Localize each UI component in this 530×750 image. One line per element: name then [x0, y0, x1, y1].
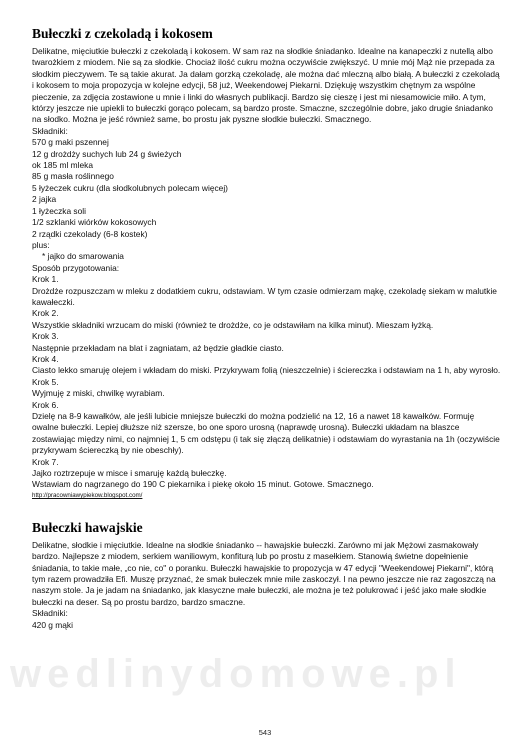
ingredient-item: 420 g mąki: [32, 619, 73, 630]
step-text: Jajko roztrzepuje w misce i smaruję każdą bułeczkę.: [32, 468, 227, 479]
method-label: Sposób przygotowania:: [32, 262, 120, 273]
watermark: wedlinydomowe.pl: [10, 652, 462, 696]
step-text: Drożdże rozpuszczam w mleku z dodatkiem cukru, odstawiam. W tym czasie odmierzam mąkę, czekoladę siekam w malutkie kawałeczki.: [32, 285, 497, 307]
ingredient-item: 12 g drożdży suchych lub 24 g świeżych: [32, 148, 182, 159]
ingredient-item: 2 jajka: [32, 194, 57, 205]
page-number: 543: [258, 728, 272, 737]
recipe-intro: Delikatne, słodkie i mięciutkie. Idealne na słodkie śniadanko -- hawajskie bułeczki. Zarówno mi jak Mężowi zasmakowały bardzo. Najlepsze z miodem, serkiem waniliowym, konfiturą lub po prostu z masełkiem. Stanowią świetne dopełnienie śniadania, to takie małe, „co nie, co" o poranku. Bułeczki hawajskie to propozycja w 47 edycji "Weekendowej Piekarni", którą tym razem prowadziła Efi. Muszę przyznać, że smak bułeczek mnie mile zaskoczył. I na pewno jeszcze nie raz zagoszczą na naszym stole. Ja je jadam na śniadanko, jak klasyczne małe bułeczki, ale można je też polukrować i jeść jako małe słodkie bułeczki na deser. Są po prostu bardzo, bardzo smaczne.: [32, 539, 496, 607]
step-label: Krok 5.: [32, 376, 59, 387]
recipe-title: Bułeczki hawajskie: [32, 519, 143, 535]
ingredient-item: 85 g masła roślinnego: [32, 171, 114, 182]
step-label: Krok 2.: [32, 308, 59, 319]
ingredients-label: Składniki:: [32, 608, 68, 619]
source-link[interactable]: http://pracowniawypiekow.blogspot.com/: [32, 491, 143, 499]
ingredient-item: plus:: [32, 239, 50, 250]
step-text: Wyjmuję z miski, chwilkę wyrabiam.: [32, 388, 165, 399]
step-text: Wszystkie składniki wrzucam do miski (również te drożdże, co je odstawiłam na kilka minut). Mieszam łyżką.: [32, 319, 434, 330]
document-page: [32, 26, 502, 631]
step-label: Krok 3.: [32, 331, 59, 342]
second-recipe: [32, 520, 502, 631]
recipe-closing: Wstawiam do nagrzanego do 190 C piekarnika i piekę około 15 minut. Gotowe. Smacznego.: [32, 479, 374, 490]
ingredient-item: 570 g maki pszennej: [32, 137, 109, 148]
ingredient-item: 1 łyżeczka soli: [32, 205, 86, 216]
recipe-title: Bułeczki z czekoladą i kokosem: [32, 26, 213, 41]
recipe-intro: Delikatne, mięciutkie bułeczki z czekoladą i kokosem. W sam raz na słodkie śniadanko. Idealne na kanapeczki z nutellą albo twarożkiem z miodem. Nie są za słodkie. Chociaż ilość cukru można oczywiście zwiększyć. U mnie mój Mąż nie przepada za słodkim pieczywem. Te są takie akurat. Ja dałam gorzką czekoladę, ale można dać mleczną albo białą. A bułeczki z czekoladą i kokosem to moja propozycja w kolejne edycji, 58 już, Weekendowej Piekarni. Dziękuję wszystkim chętnym za wspólne pieczenie, za zdjęcia zostawione u mnie i linki do własnych publikacji. Bardzo się cieszę i jest mi niesamowicie miło. A tym, którzy jeszcze nie upiekli to bułeczki gorąco polecam, są bardzo proste. Smaczne, szczególnie dobre, jako drugie śniadanko na słodko. Można je jeść również same, bo prostu jak pyszne słodkie bułeczki. Smacznego.: [32, 46, 500, 125]
steps-list: [32, 274, 502, 479]
step-label: Krok 1.: [32, 274, 59, 285]
step-text: Dzielę na 8-9 kawałków, ale jeśli lubicie mniejsze bułeczki do można podzielić na 12, 16 a nawet 18 kawałków. Formuję owalne bułeczki. Lepiej dłuższe niż szersze, bo one sporo urosną (naprawdę urosną). Bułeczki układam na blaszce zostawiając między nimi, co najmniej 1, 5 cm odstępu (i tak się złączą delikatnie) i odstawiam do wyrastania na 1h (oczywiście przykrywam ściereczką by nie obeschły).: [32, 411, 500, 456]
step-label: Krok 4.: [32, 353, 59, 364]
ingredient-item: 5 łyżeczek cukru (dla słodkolubnych polecam więcej): [32, 182, 228, 193]
step-text: Następnie przekładam na blat i zagniatam, aż będzie gładkie ciasto.: [32, 342, 284, 353]
ingredient-item: 2 rządki czekolady (6-8 kostek): [32, 228, 148, 239]
step-text: Ciasto lekko smaruję olejem i wkładam do miski. Przykrywam folią (nieszczelnie) i ściereczka i odstawiam na 1 h, aby wyrosło.: [32, 365, 501, 376]
ingredient-item: 1/2 szklanki wiórków kokosowych: [32, 217, 157, 228]
step-label: Krok 6.: [32, 399, 59, 410]
ingredient-item: ok 185 ml mleka: [32, 160, 93, 171]
ingredients-label: Składniki:: [32, 125, 68, 136]
ingredient-extra: * jajko do smarowania: [42, 251, 124, 262]
step-label: Krok 7.: [32, 456, 59, 467]
ingredients-list: [32, 137, 502, 262]
